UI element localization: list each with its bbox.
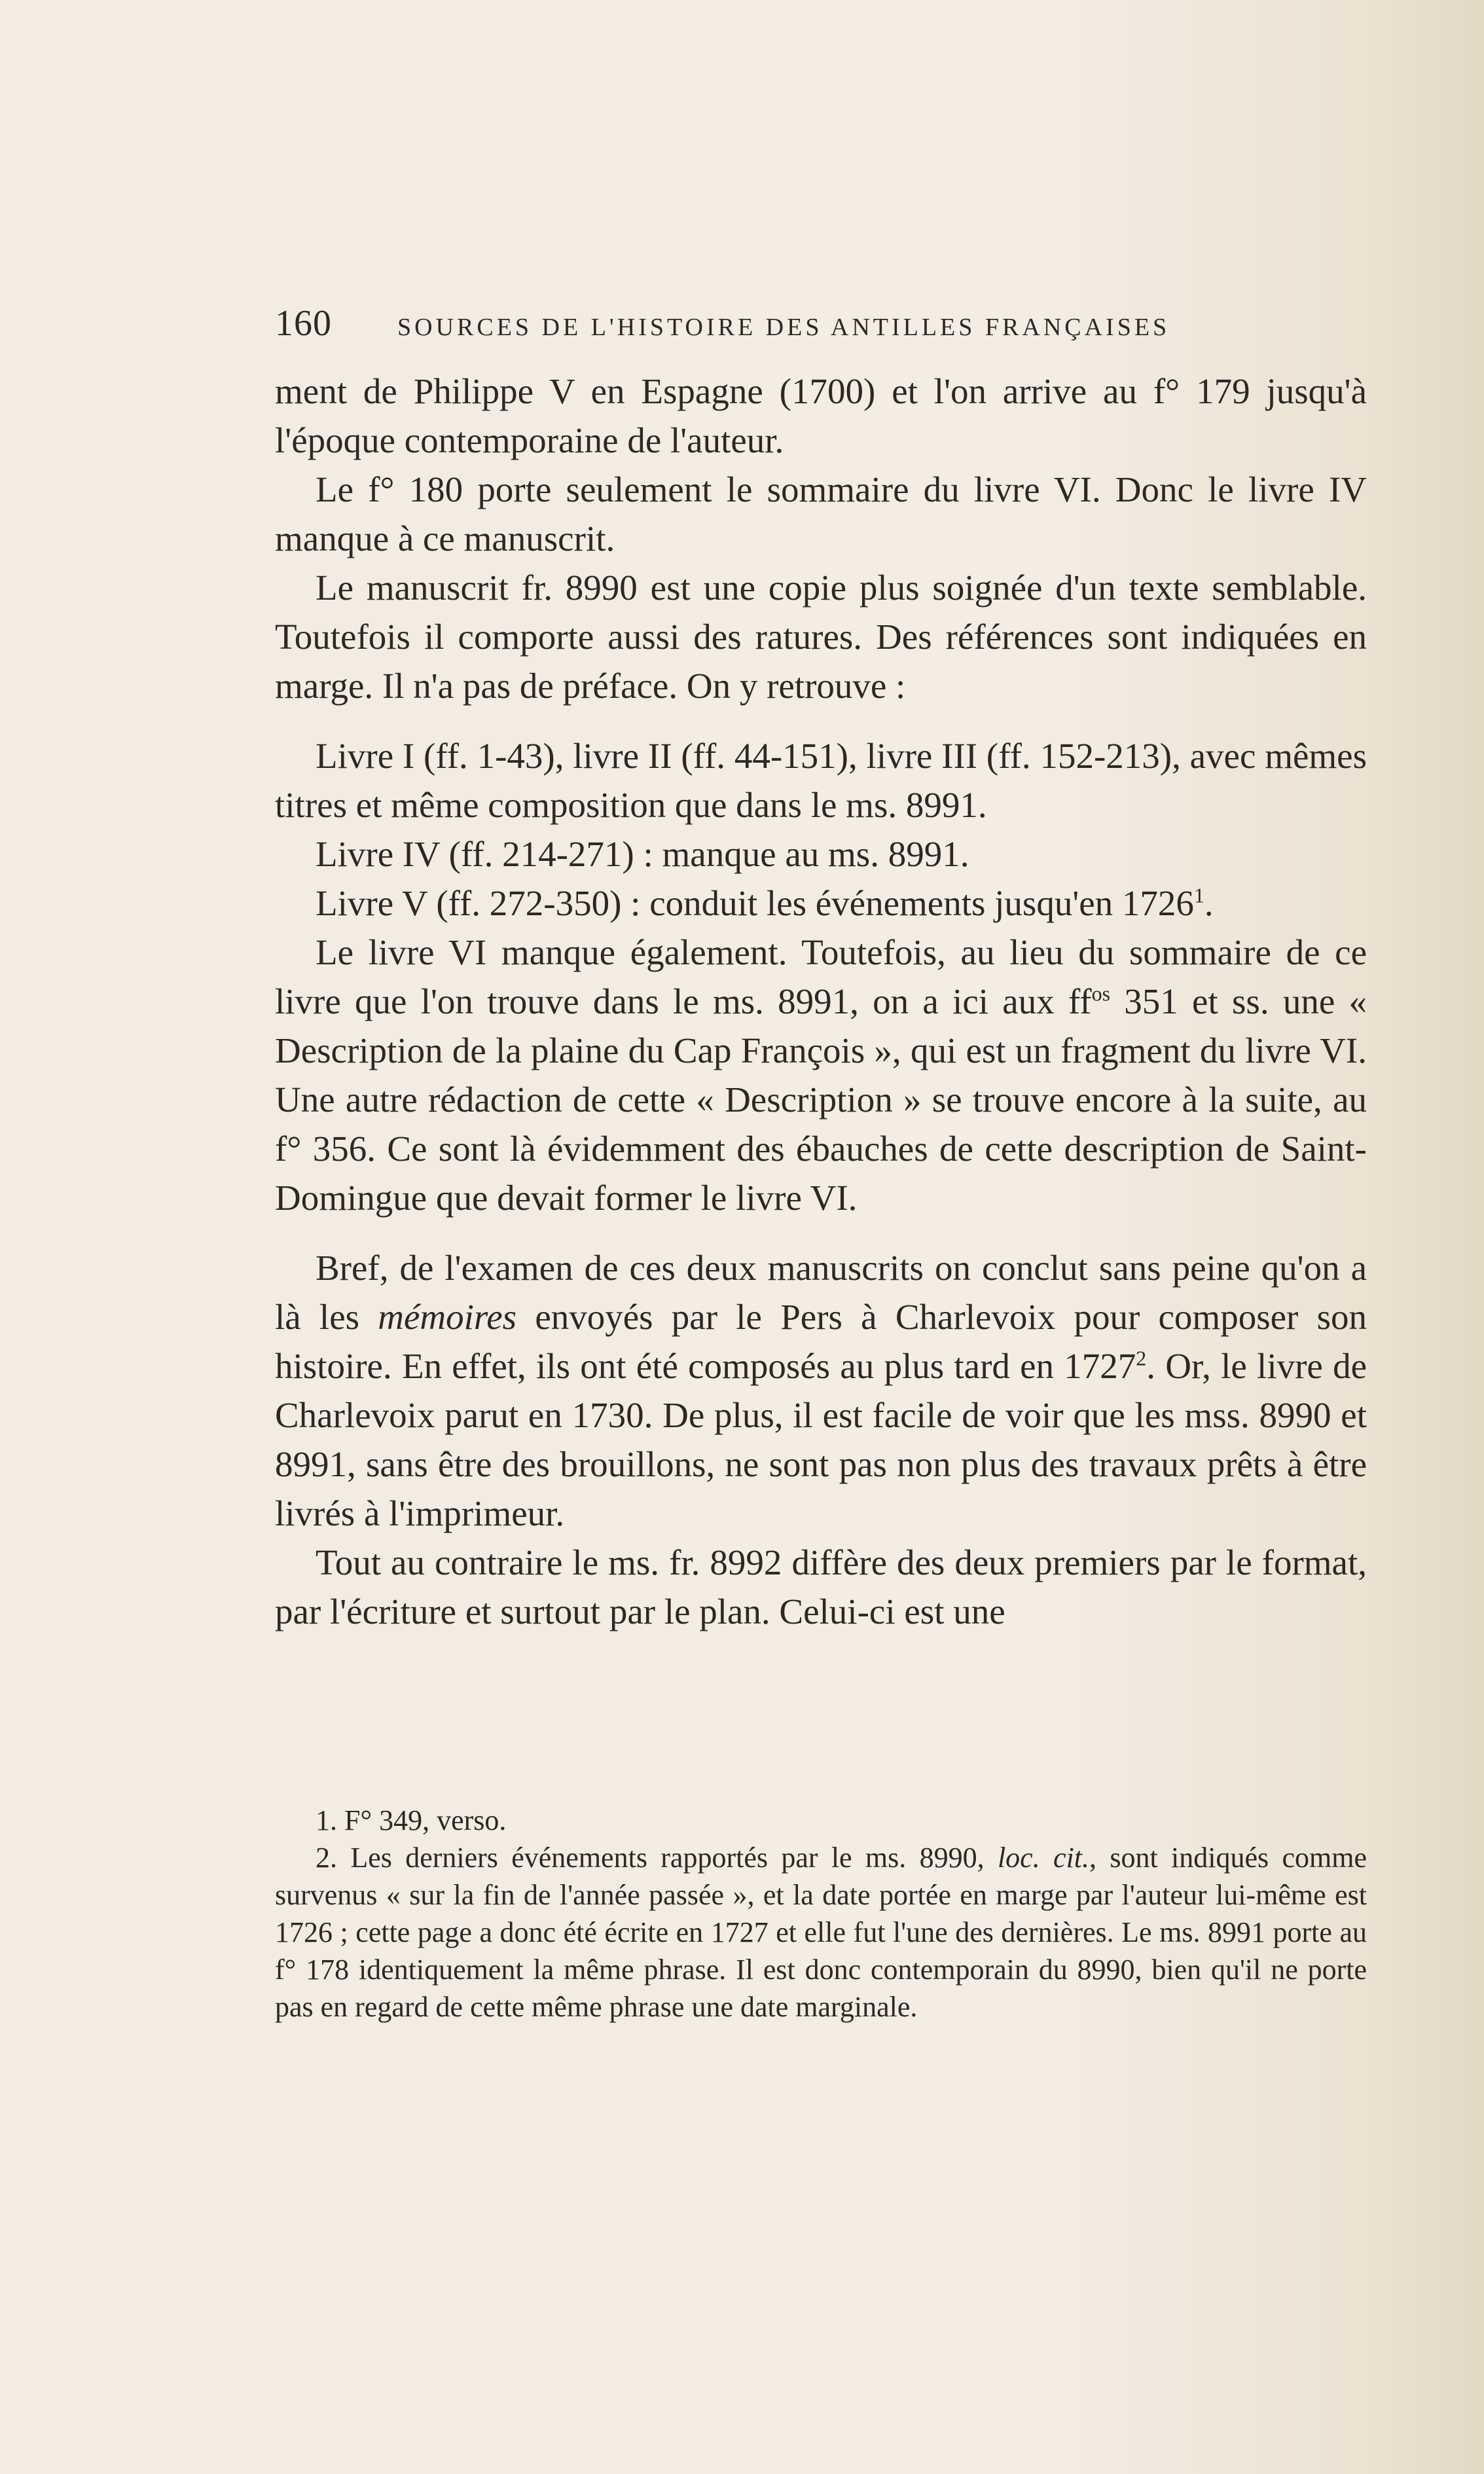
footnote-ref[interactable]: 2 [1136, 1346, 1147, 1370]
paragraph [275, 1243, 1367, 1538]
italic-term: loc. cit. [997, 1842, 1090, 1874]
footnote-ref[interactable]: 1 [1193, 883, 1204, 907]
paragraph: Le manuscrit fr. 8990 est une copie plus soignée d'un texte semblable. Toutefois il comporte aussi des ratures. Des références sont indiquées en marge. Il n'a pas de préface. On y retrouve : [275, 568, 1367, 706]
footnote-text: , sont indiqués comme survenus « sur la fin de l'année passée », et la date portée en marge par l'auteur lui-même est 1726 ; cette page a donc été écrite en 1727 et elle fut l'une des dernières. Le ms. 8991 porte au f° 178 identiquement la même phrase. Il est donc contemporain du 8990, bien qu'il ne porte pas en regard de cette même phrase une date marginale. [275, 1842, 1367, 2023]
body-text [275, 367, 1367, 1636]
superscript: os [1091, 981, 1111, 1006]
footnote-text: 2. Les derniers événements rapportés par le ms. 8990, [316, 1842, 998, 1874]
paragraph-text: Bref, de l'examen de ces deux manuscrits on conclut sans peine qu'on a là les [275, 1248, 1367, 1337]
paragraph: Le f° 180 porte seulement le sommaire du livre VI. Donc le livre IV manque à ce manuscrit. [275, 469, 1367, 558]
book-list-item [275, 879, 1367, 928]
book-list-item: Livre I (ff. 1-43), livre II (ff. 44-151), livre III (ff. 152-213), avec mêmes titres et même composition que dans le ms. 8991. [275, 736, 1367, 825]
paragraph-text: 351 et ss. une « Description de la plaine du Cap François », qui est un fragment du livre VI. Une autre rédaction de cette « Description » se trouve encore à la suite, au f° 356. Ce sont là évidemment des ébauches de cette description de Saint-Domingue que devait former le livre VI. [275, 981, 1367, 1218]
page-header [275, 302, 1191, 344]
paragraph-text: Le livre VI manque également. Toutefois, au lieu du sommaire de ce livre que l'on trouve dans le ms. 8991, on a ici aux ff [275, 932, 1367, 1021]
paragraph-text: . Or, le livre de Charlevoix parut en 1730. De plus, il est facile de voir que les mss. 8990 et 8991, sans être des brouillons, ne sont pas non plus des travaux prêts à être livrés à l'imprimeur. [275, 1346, 1367, 1533]
paragraph-text: . [1204, 883, 1214, 923]
running-head: SOURCES DE L'HISTOIRE DES ANTILLES FRANÇAISES [397, 314, 1170, 341]
paragraph-text: envoyés par le Pers à Charlevoix pour composer son histoire. En effet, ils ont été composés au plus tard en 1727 [275, 1297, 1367, 1386]
footnote: 1. F° 349, verso. [316, 1804, 507, 1836]
footnotes [275, 1802, 1367, 2026]
paragraph [275, 928, 1367, 1222]
paragraph: ment de Philippe V en Espagne (1700) et l'on arrive au f° 179 jusqu'à l'époque contemporaine de l'auteur. [275, 371, 1367, 460]
paragraph-text: Livre V (ff. 272-350) : conduit les événements jusqu'en 1726 [316, 883, 1194, 923]
italic-term: mémoires [378, 1297, 517, 1337]
footnote [275, 1839, 1367, 2026]
paragraph: Tout au contraire le ms. fr. 8992 diffère des deux premiers par le format, par l'écriture et surtout par le plan. Celui-ci est une [275, 1542, 1367, 1631]
page-number: 160 [275, 303, 332, 344]
book-list-item: Livre IV (ff. 214-271) : manque au ms. 8991. [316, 834, 969, 874]
